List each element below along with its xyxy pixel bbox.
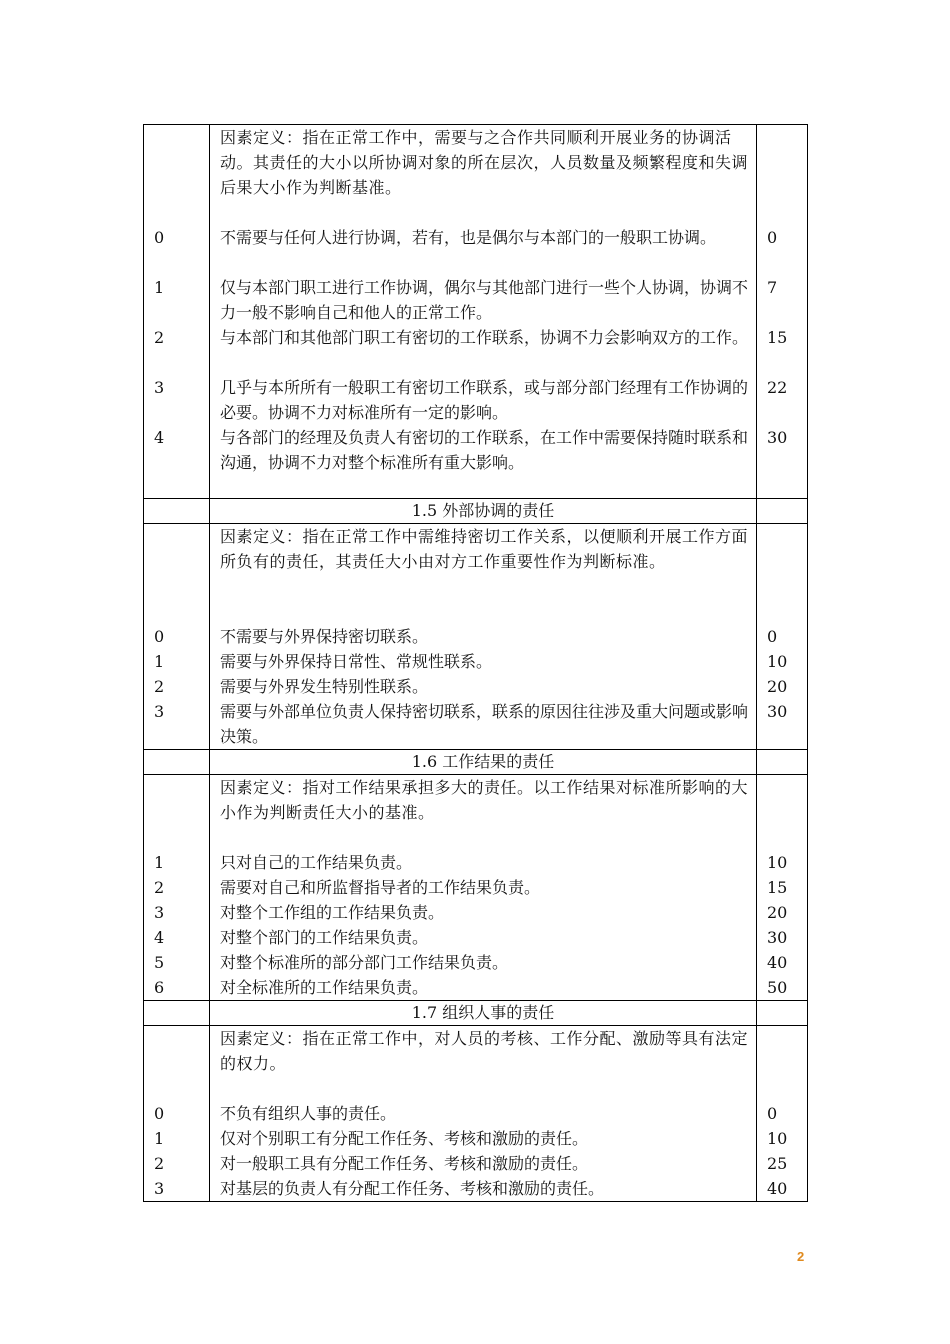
level-points: 30	[767, 928, 788, 947]
level-points: 10	[767, 652, 788, 671]
level-column	[144, 524, 210, 750]
level-description: 几乎与本所所有一般职工有密切工作联系，或与部分部门经理有工作协调的必要。协调不力对标准所有一定的影响。	[220, 378, 749, 422]
factor-definition: 因素定义：指在正常工作中，需要与之合作共同顺利开展业务的协调活动。其责任的大小以所协调对象的所在层次，人员数量及频繁程度和失调后果大小作为判断基准。	[220, 128, 749, 197]
level-description: 对整个标准所的部分部门工作结果负责。	[220, 953, 509, 972]
level-points: 15	[767, 878, 788, 897]
level-number: 1	[154, 278, 165, 297]
level-points: 20	[767, 903, 788, 922]
factor-table-container	[143, 124, 807, 1202]
level-points: 15	[767, 328, 788, 347]
level-description: 需要与外界保持日常性、常规性联系。	[220, 652, 493, 671]
level-number: 1	[154, 652, 165, 671]
level-points: 50	[767, 978, 788, 997]
level-points: 30	[767, 428, 788, 447]
level-column	[144, 125, 210, 499]
description-column	[210, 125, 757, 499]
description-column	[210, 524, 757, 750]
factor-row-external-coordination	[144, 524, 808, 750]
level-points: 10	[767, 1129, 788, 1148]
level-description: 不负有组织人事的责任。	[220, 1104, 397, 1123]
level-points: 30	[767, 702, 788, 721]
section-title: 1.7 组织人事的责任	[210, 1001, 757, 1026]
page-number: 2	[797, 1249, 805, 1264]
level-description: 只对自己的工作结果负责。	[220, 853, 413, 872]
level-number: 0	[154, 228, 165, 247]
level-number: 6	[154, 978, 165, 997]
level-points: 10	[767, 853, 788, 872]
level-description: 需要对自己和所监督指导者的工作结果负责。	[220, 878, 541, 897]
level-description: 仅对个别职工有分配工作任务、考核和激励的责任。	[220, 1129, 589, 1148]
level-points: 25	[767, 1154, 788, 1173]
factor-definition: 因素定义：指在正常工作中需维持密切工作关系，以便顺利开展工作方面所负有的责任，其责任大小由对方工作重要性作为判断标准。	[220, 527, 749, 571]
level-number: 3	[154, 1179, 165, 1198]
level-number: 5	[154, 953, 165, 972]
level-description: 仅与本部门职工进行工作协调，偶尔与其他部门进行一些个人协调，协调不力一般不影响自己和他人的正常工作。	[220, 278, 749, 322]
level-points: 40	[767, 1179, 788, 1198]
level-description: 与本部门和其他部门职工有密切的工作联系，协调不力会影响双方的工作。	[220, 328, 749, 347]
level-points: 0	[767, 1104, 778, 1123]
section-heading-row	[144, 499, 808, 524]
factor-row-work-results	[144, 775, 808, 1001]
level-description: 对基层的负责人有分配工作任务、考核和激励的责任。	[220, 1179, 605, 1198]
points-column	[757, 125, 808, 499]
level-description: 需要与外部单位负责人保持密切联系，联系的原因往往涉及重大问题或影响决策。	[220, 702, 749, 746]
level-number: 2	[154, 328, 165, 347]
level-number: 2	[154, 677, 165, 696]
level-points: 0	[767, 228, 778, 247]
points-column	[757, 775, 808, 1001]
level-number: 2	[154, 878, 165, 897]
level-points: 20	[767, 677, 788, 696]
level-number: 1	[154, 853, 165, 872]
level-number: 1	[154, 1129, 165, 1148]
description-column	[210, 1026, 757, 1202]
level-description: 不需要与任何人进行协调，若有，也是偶尔与本部门的一般职工协调。	[220, 228, 717, 247]
level-column	[144, 1026, 210, 1202]
level-number: 2	[154, 1154, 165, 1173]
points-column	[757, 524, 808, 750]
description-column	[210, 775, 757, 1001]
section-title: 1.5 外部协调的责任	[210, 499, 757, 524]
section-heading-row	[144, 1001, 808, 1026]
level-description: 需要与外界发生特别性联系。	[220, 677, 429, 696]
factor-row-personnel	[144, 1026, 808, 1202]
factor-table	[143, 124, 808, 1202]
factor-definition: 因素定义：指在正常工作中，对人员的考核、工作分配、激励等具有法定的权力。	[220, 1029, 749, 1073]
level-description: 对全标准所的工作结果负责。	[220, 978, 429, 997]
level-number: 4	[154, 428, 165, 447]
level-column	[144, 775, 210, 1001]
points-column	[757, 1026, 808, 1202]
section-heading-row	[144, 750, 808, 775]
level-number: 3	[154, 903, 165, 922]
level-description: 对整个部门的工作结果负责。	[220, 928, 429, 947]
level-points: 0	[767, 627, 778, 646]
level-description: 不需要与外界保持密切联系。	[220, 627, 429, 646]
factor-definition: 因素定义：指对工作结果承担多大的责任。以工作结果对标准所影响的大小作为判断责任大小的基准。	[220, 778, 749, 822]
level-number: 0	[154, 627, 165, 646]
level-number: 4	[154, 928, 165, 947]
level-number: 0	[154, 1104, 165, 1123]
level-points: 7	[767, 278, 778, 297]
factor-row-internal-coordination	[144, 125, 808, 499]
section-title: 1.6 工作结果的责任	[210, 750, 757, 775]
level-number: 3	[154, 378, 165, 397]
level-number: 3	[154, 702, 165, 721]
level-description: 与各部门的经理及负责人有密切的工作联系，在工作中需要保持随时联系和沟通，协调不力对整个标准所有重大影响。	[220, 428, 749, 472]
level-description: 对一般职工具有分配工作任务、考核和激励的责任。	[220, 1154, 589, 1173]
level-description: 对整个工作组的工作结果负责。	[220, 903, 445, 922]
level-points: 40	[767, 953, 788, 972]
level-points: 22	[767, 378, 788, 397]
